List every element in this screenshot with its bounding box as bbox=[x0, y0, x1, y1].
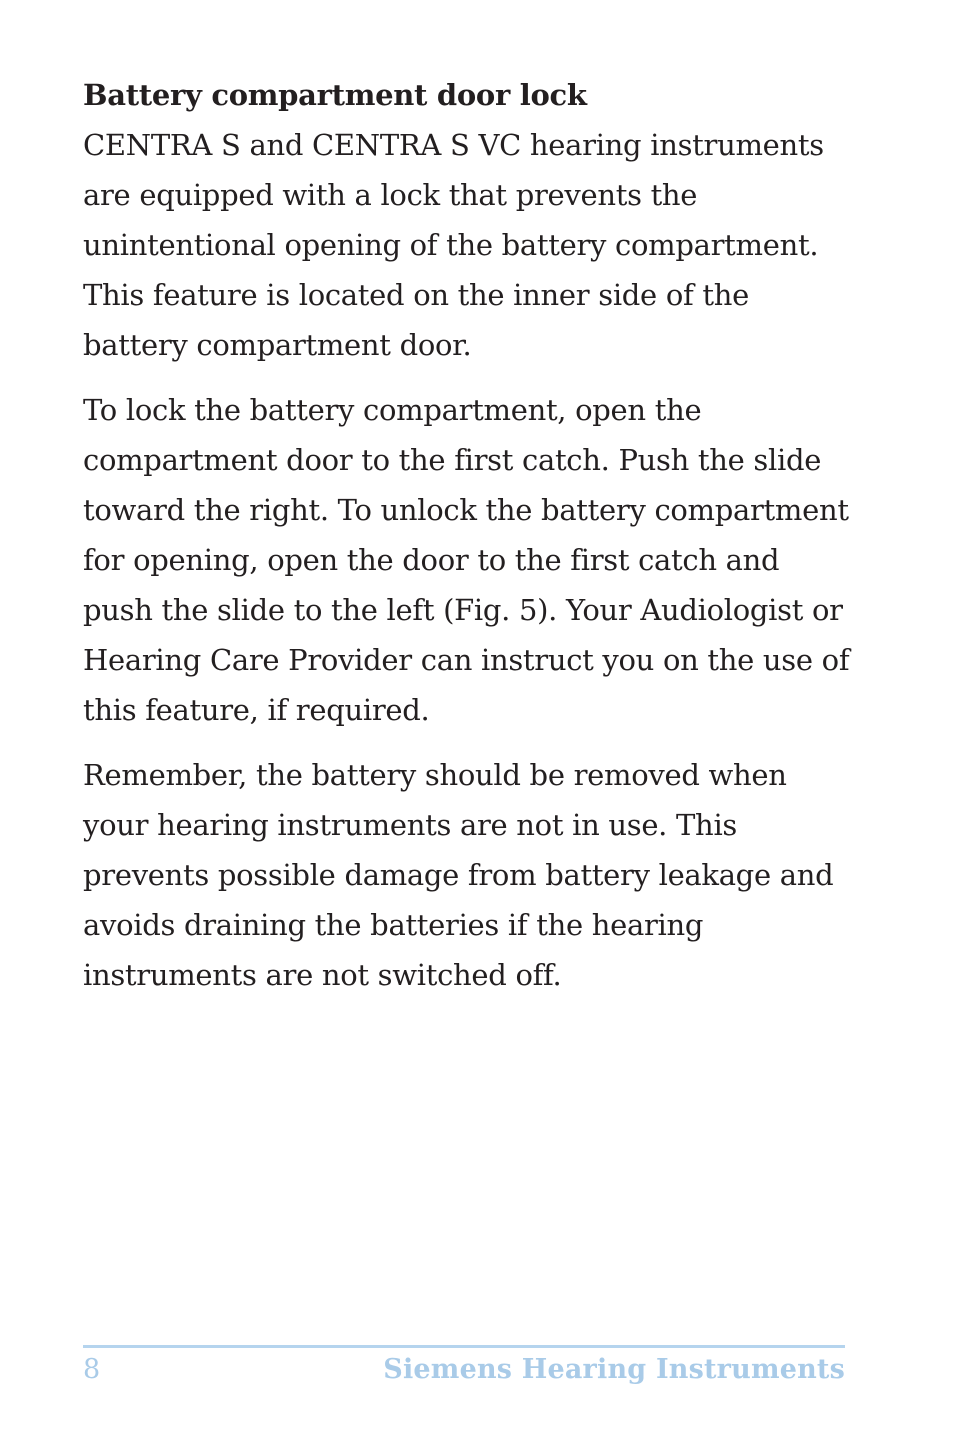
page-number: 8 bbox=[83, 1353, 101, 1385]
paragraph-lock-intro: CENTRA S and CENTRA S VC hearing instruments are equipped with a lock that prevents the unintentional opening of the battery compartment. This feature is located on the inner side of the battery compartment door. bbox=[83, 128, 824, 362]
footer-divider bbox=[83, 1345, 845, 1348]
paragraph-lock-instructions: To lock the battery compartment, open the compartment door to the first catch. Push the slide toward the right. To unlock the battery compartment for opening, open the door to the first catch and push the slide to the left (Fig. 5). Your Audiologist or Hearing Care Provider can instruct you on the use of this feature, if required. bbox=[83, 393, 850, 727]
page-footer bbox=[83, 1349, 845, 1389]
section-heading: Battery compartment door lock bbox=[83, 78, 587, 112]
paragraph-battery-removal: Remember, the battery should be removed when your hearing instruments are not in use. This prevents possible damage from battery leakage and avoids draining the batteries if the hearing instruments are not switched off. bbox=[83, 758, 834, 992]
page-content bbox=[83, 70, 853, 1015]
footer-brand: Siemens Hearing Instruments bbox=[383, 1353, 845, 1385]
